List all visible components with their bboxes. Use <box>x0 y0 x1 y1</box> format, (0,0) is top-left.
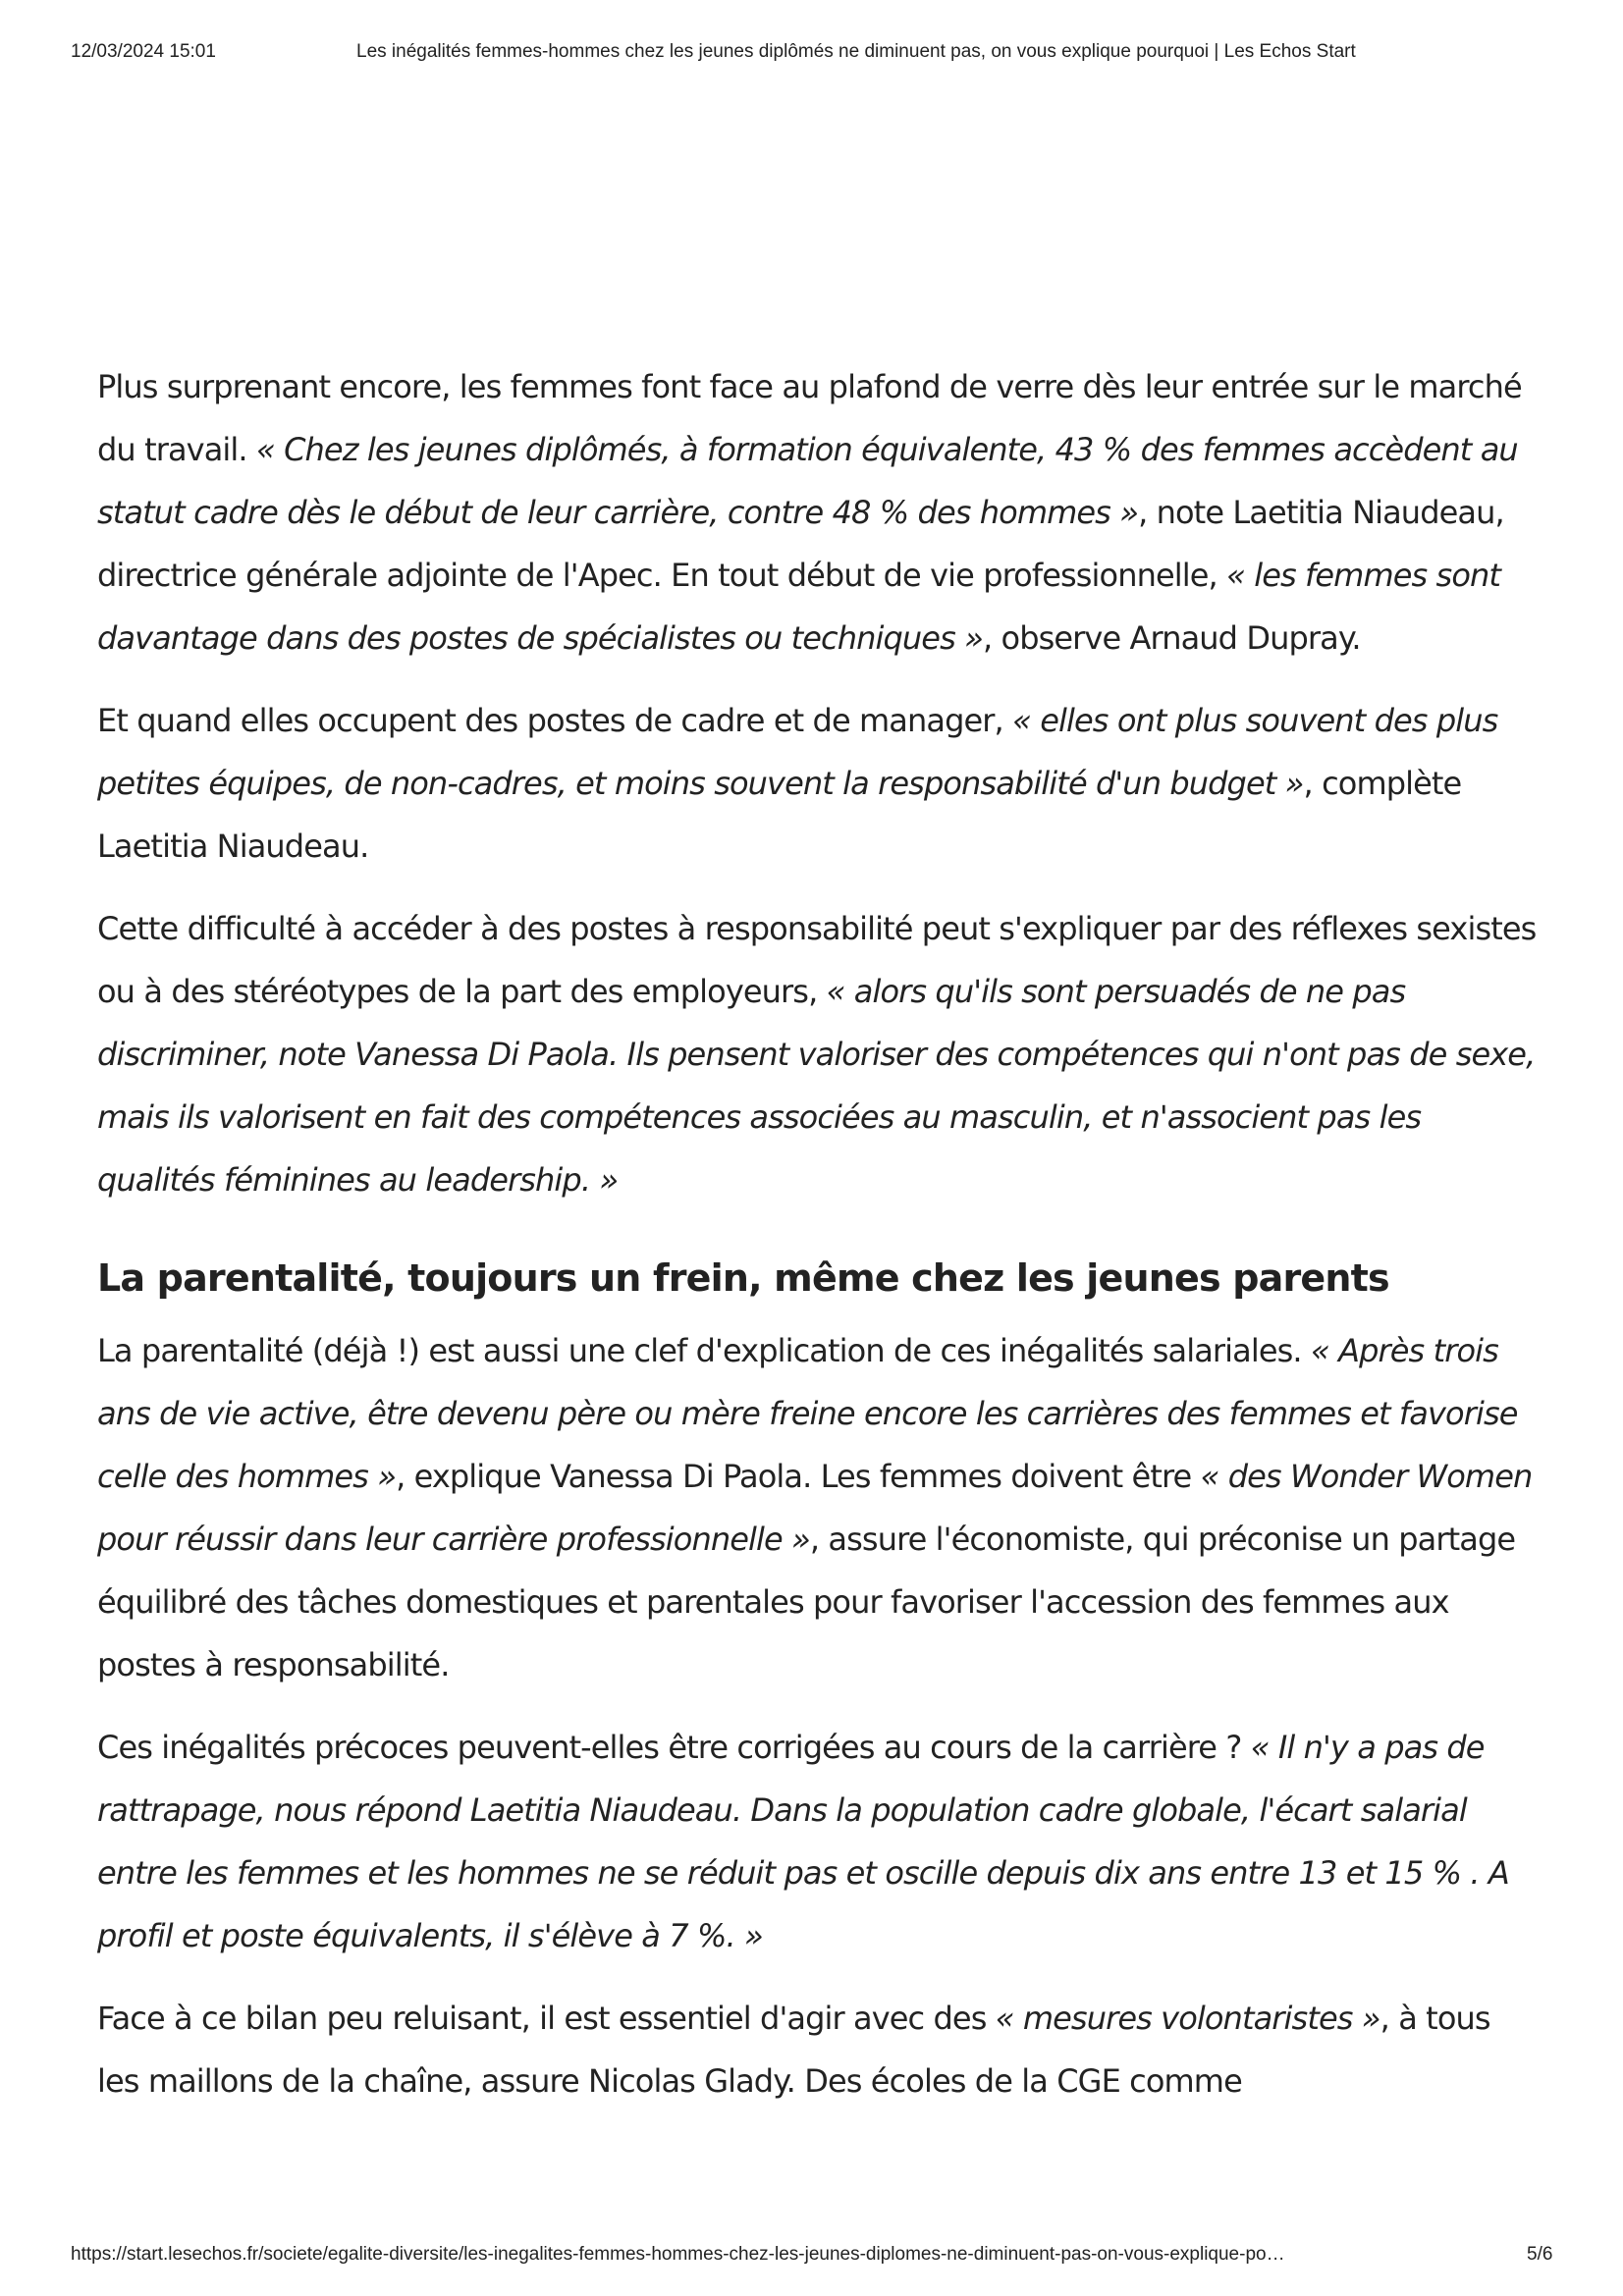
quote: « les femmes sont davantage dans des postes de spécialistes ou techniques » <box>97 557 1501 657</box>
paragraph-5: Ces inégalités précoces peuvent-elles être corrigées au cours de la carrière ? « Il n'y a pas de rattrapage, nous répond Laetitia Niaudeau. Dans la population cadre globale, l'écart salarial entre les femmes et les hommes ne se réduit pas et oscille depuis dix ans entre 13 et 15 % . A profil et poste équivalents, il s'élève à 7 %. » <box>97 1729 1509 1954</box>
paragraph-1: Plus surprenant encore, les femmes font face au plafond de verre dès leur entrée sur le marché du travail. « Chez les jeunes diplômés, à formation équivalente, 43 % des femmes accèdent au statut cadre dès le début de leur carrière, contre 48 % des hommes », note Laetitia Niaudeau, directrice générale adjointe de l'Apec. En tout début de vie professionnelle, « les femmes sont davantage dans des postes de spécialistes ou techniques », observe Arnaud Dupray. <box>97 368 1522 657</box>
page-number: 5/6 <box>1527 2244 1553 2265</box>
article-body <box>97 355 1541 2132</box>
quote: « alors qu'ils sont persuadés de ne pas discriminer, note Vanessa Di Paola. Ils pensent valoriser des compétences qui n'ont pas de sexe, mais ils valorisent en fait des compétences associées au masculin, et n'associent pas les qualités féminines au leadership. » <box>97 973 1536 1199</box>
print-datetime: 12/03/2024 15:01 <box>71 41 216 62</box>
quote: « Il n'y a pas de rattrapage, nous répond Laetitia Niaudeau. Dans la population cadre globale, l'écart salarial entre les femmes et les hommes ne se réduit pas et oscille depuis dix ans entre 13 et 15 % . A profil et poste équivalents, il s'élève à 7 %. » <box>97 1729 1509 1954</box>
quote: « mesures volontaristes » <box>995 2000 1380 2037</box>
paragraph-4: La parentalité (déjà !) est aussi une clef d'explication de ces inégalités salariales. « Après trois ans de vie active, être devenu père ou mère freine encore les carrières des femmes et favorise celle des hommes », explique Vanessa Di Paola. Les femmes doivent être « des Wonder Women pour réussir dans leur carrière professionnelle », assure l'économiste, qui préconise un partage équilibré des tâches domestiques et parentales pour favoriser l'accession des femmes aux postes à responsabilité. <box>97 1332 1533 1683</box>
quote: « Après trois ans de vie active, être devenu père ou mère freine encore les carrières des femmes et favorise celle des hommes » <box>97 1332 1518 1495</box>
quote: « Chez les jeunes diplômés, à formation équivalente, 43 % des femmes accèdent au statut cadre dès le début de leur carrière, contre 48 % des hommes » <box>97 431 1518 531</box>
print-url: https://start.lesechos.fr/societe/egalite-diversite/les-inegalites-femmes-hommes-chez-les-jeunes-diplomes-ne-diminuent-pas-on-vous-explique-po… <box>71 2244 1285 2265</box>
print-page-title: Les inégalités femmes-hommes chez les jeunes diplômés ne diminuent pas, on vous explique pourquoi | Les Echos Start <box>356 41 1356 62</box>
quote: « elles ont plus souvent des plus petites équipes, de non-cadres, et moins souvent la responsabilité d'un budget » <box>97 702 1498 802</box>
paragraph-6: Face à ce bilan peu reluisant, il est essentiel d'agir avec des « mesures volontaristes », à tous les maillons de la chaîne, assure Nicolas Glady. Des écoles de la CGE comme <box>97 2000 1490 2100</box>
paragraph-3: Cette difficulté à accéder à des postes à responsabilité peut s'expliquer par des réflexes sexistes ou à des stéréotypes de la part des employeurs, « alors qu'ils sont persuadés de ne pas discriminer, note Vanessa Di Paola. Ils pensent valoriser des compétences qui n'ont pas de sexe, mais ils valorisent en fait des compétences associées au masculin, et n'associent pas les qualités féminines au leadership. » <box>97 910 1537 1199</box>
paragraph-2: Et quand elles occupent des postes de cadre et de manager, « elles ont plus souvent des plus petites équipes, de non-cadres, et moins souvent la responsabilité d'un budget », complète Laetitia Niaudeau. <box>97 702 1498 865</box>
section-heading: La parentalité, toujours un frein, même chez les jeunes parents <box>97 1256 1389 1300</box>
quote: « des Wonder Women pour réussir dans leur carrière professionnelle » <box>97 1458 1533 1558</box>
